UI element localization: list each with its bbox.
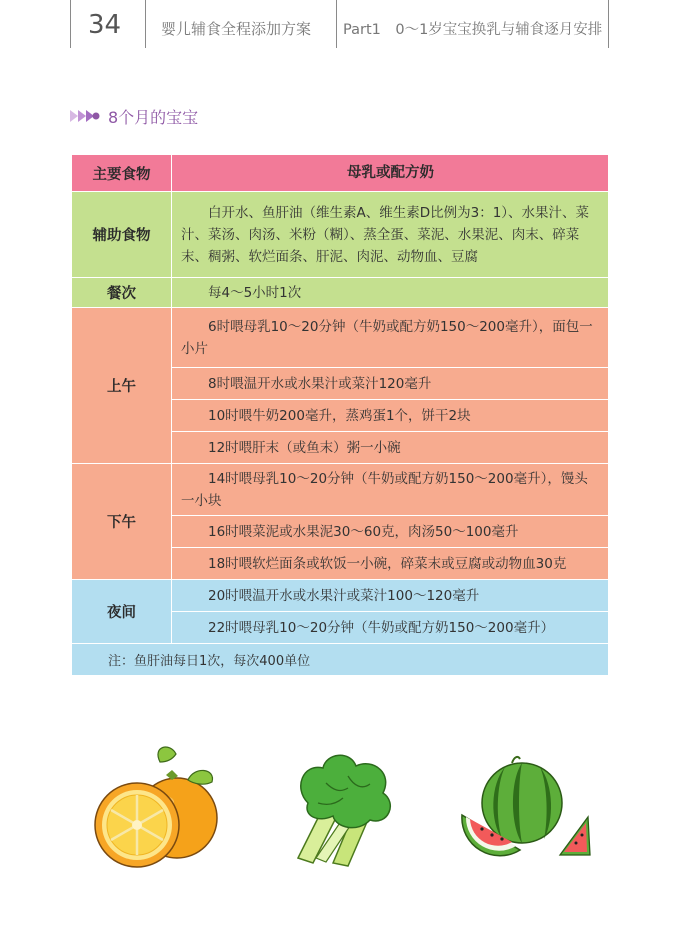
table-cell: 白开水、鱼肝油（维生素A、维生素D比例为3：1）、水果汁、菜汁、菜汤、肉汤、米粉（糊）、蒸全蛋、菜泥、水果泥、肉末、碎菜末、稠粥、软烂面条、肝泥、肉泥、动物血、豆腐	[172, 192, 609, 278]
table-row	[72, 580, 609, 612]
header-divider	[145, 0, 146, 48]
table-cell: 20时喂温开水或水果汁或菜汁100～120毫升	[172, 580, 609, 612]
watermelon-illustration	[460, 755, 592, 864]
header-divider	[70, 0, 71, 48]
table-cell: 10时喂牛奶200毫升，蒸鸡蛋1个，饼干2块	[172, 400, 609, 432]
arrow-bullet-icon	[70, 109, 100, 123]
table-cell: 12时喂肝末（或鱼末）粥一小碗	[172, 432, 609, 464]
table-cell: 6时喂母乳10～20分钟（牛奶或配方奶150～200毫升），面包一小片	[172, 308, 609, 368]
section-title: 8个月的宝宝	[108, 107, 199, 127]
table-row	[72, 308, 609, 368]
header-divider	[336, 0, 337, 48]
section-heading	[70, 106, 198, 126]
table-note-row	[72, 644, 609, 676]
table-cell: 8时喂温开水或水果汁或菜汁120毫升	[172, 368, 609, 400]
page-number: 34	[88, 10, 122, 40]
book-title: 婴儿辅食全程添加方案	[161, 20, 312, 38]
table-cell: 18时喂软烂面条或软饭一小碗，碎菜末或豆腐或动物血30克	[172, 548, 609, 580]
row-label: 下午	[72, 464, 172, 580]
table-cell: 14时喂母乳10～20分钟（牛奶或配方奶150～200毫升），馒头一小块	[172, 464, 609, 516]
table-row	[72, 192, 609, 278]
page-header	[0, 0, 700, 48]
feeding-schedule-table	[71, 154, 609, 676]
chapter-title: Part1 0～1岁宝宝换乳与辅食逐月安排	[343, 22, 603, 38]
table-cell: 每4～5小时1次	[172, 278, 609, 308]
table-note: 注：鱼肝油每日1次，每次400单位	[72, 644, 609, 676]
table-cell: 22时喂母乳10～20分钟（牛奶或配方奶150～200毫升）	[172, 612, 609, 644]
table-cell: 16时喂菜泥或水果泥30～60克，肉汤50～100毫升	[172, 516, 609, 548]
table-row	[72, 278, 609, 308]
row-label: 主要食物	[72, 155, 172, 192]
row-label: 夜间	[72, 580, 172, 644]
orange-illustration	[92, 740, 227, 874]
vegetable-illustration	[288, 748, 403, 872]
table-row	[72, 464, 609, 516]
table-header-row	[72, 155, 609, 192]
header-value: 母乳或配方奶	[172, 155, 609, 192]
header-divider	[608, 0, 609, 48]
row-label: 餐次	[72, 278, 172, 308]
row-label: 辅助食物	[72, 192, 172, 278]
row-label: 上午	[72, 308, 172, 464]
